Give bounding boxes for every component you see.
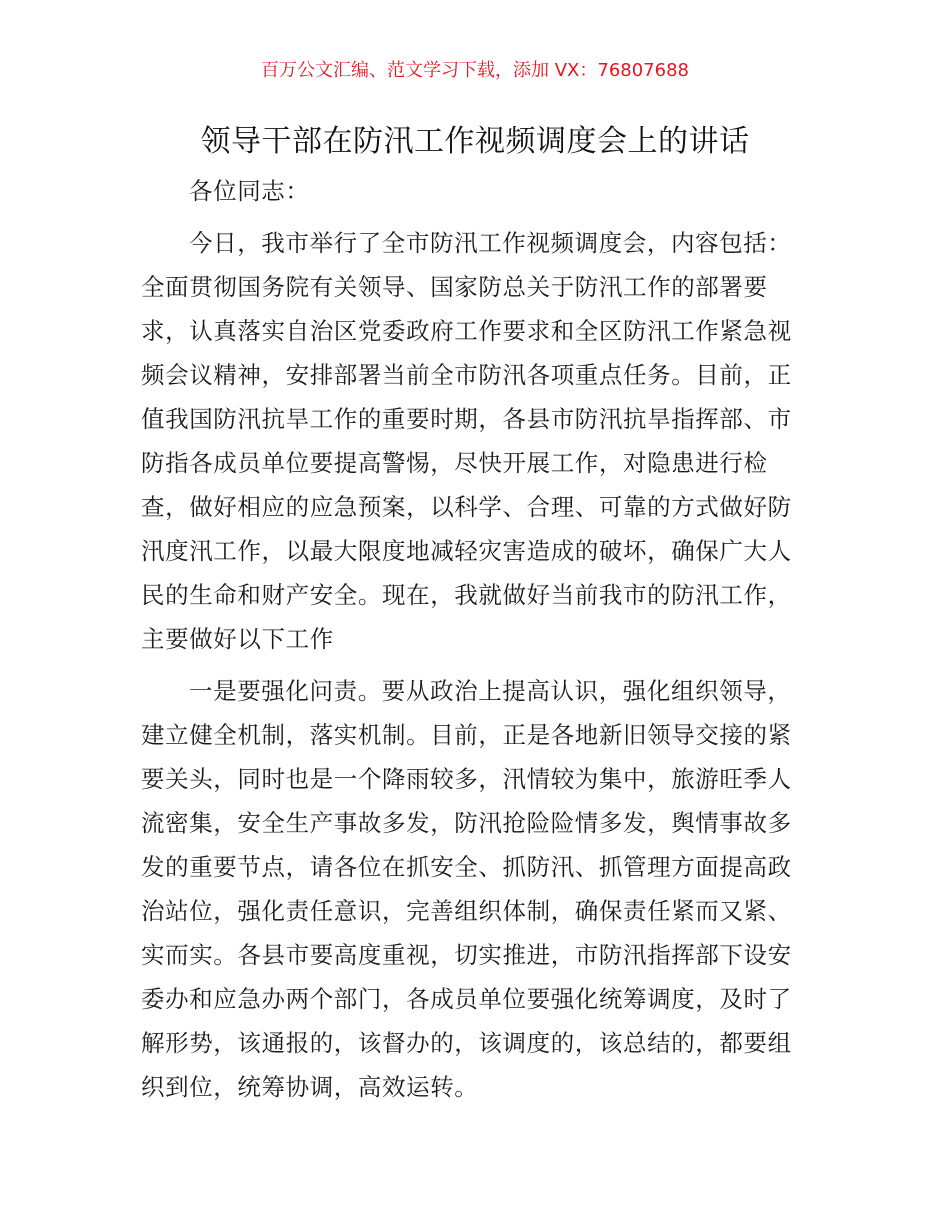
paragraph-line: 织到位，统筹协调，高效运转。	[141, 1073, 479, 1101]
paragraph-line: 防指各成员单位要提高警惕，尽快开展工作，对隐患进行检	[141, 449, 768, 477]
paragraph-line: 流密集，安全生产事故多发，防汛抢险险情多发，舆情事故多	[141, 809, 792, 837]
paragraph-line: 全面贯彻国务院有关领导、国家防总关于防汛工作的部署要	[141, 273, 768, 301]
paragraph-line: 委办和应急办两个部门，各成员单位要强化统筹调度，及时了	[141, 985, 792, 1013]
document-title: 领导干部在防汛工作视频调度会上的讲话	[200, 124, 750, 159]
watermark-header: 百万公文汇编、范文学习下载，添加 VX：76807688	[261, 60, 689, 81]
paragraph-line: 解形势，该通报的，该督办的，该调度的，该总结的，都要组	[141, 1029, 792, 1057]
paragraph-line: 查，做好相应的应急预案，以科学、合理、可靠的方式做好防	[141, 493, 792, 521]
paragraph-line: 治站位，强化责任意识，完善组织体制，确保责任紧而又紧、	[141, 897, 792, 925]
paragraph-line: 建立健全机制，落实机制。目前，正是各地新旧领导交接的紧	[141, 721, 792, 749]
paragraph-line: 民的生命和财产安全。现在，我就做好当前我市的防汛工作，	[141, 581, 792, 609]
paragraph-line: 要关头，同时也是一个降雨较多，汛情较为集中，旅游旺季人	[141, 765, 792, 793]
paragraph-line: 今日，我市举行了全市防汛工作视频调度会，内容包括：	[189, 229, 792, 257]
paragraph-line: 值我国防汛抗旱工作的重要时期，各县市防汛抗旱指挥部、市	[141, 405, 792, 433]
paragraph-line: 实而实。各县市要高度重视，切实推进，市防汛指挥部下设安	[141, 941, 792, 969]
paragraph-line: 频会议精神，安排部署当前全市防汛各项重点任务。目前，正	[141, 361, 792, 389]
paragraph-line: 求，认真落实自治区党委政府工作要求和全区防汛工作紧急视	[141, 317, 792, 345]
paragraph-line: 主要做好以下工作	[141, 625, 334, 653]
paragraph-line: 发的重要节点，请各位在抓安全、抓防汛、抓管理方面提高政	[141, 853, 792, 881]
salutation: 各位同志：	[189, 177, 310, 205]
paragraph-line: 汛度汛工作，以最大限度地减轻灾害造成的破坏，确保广大人	[141, 537, 792, 565]
paragraph-line: 一是要强化问责。要从政治上提高认识，强化组织领导，	[189, 677, 792, 705]
